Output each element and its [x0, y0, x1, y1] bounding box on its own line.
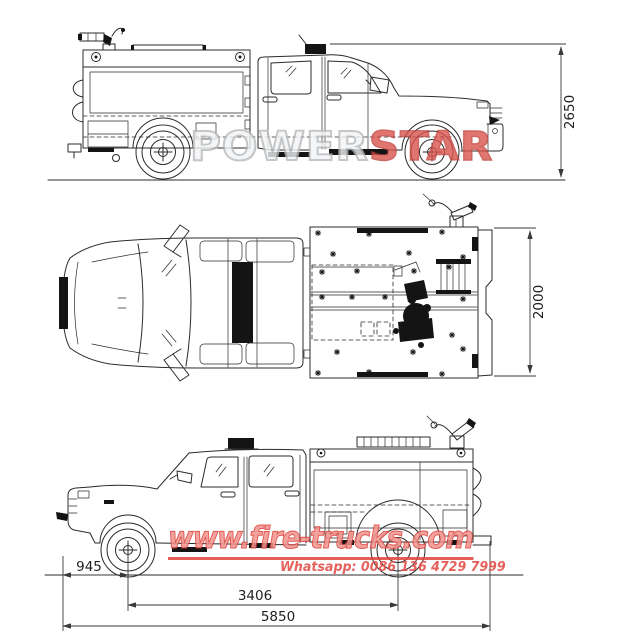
light-bar-left [228, 438, 254, 449]
svg-text:5850: 5850 [260, 609, 296, 625]
rear-door-window [271, 61, 311, 94]
cab [258, 35, 503, 157]
rear-wheel-arch-left [356, 500, 440, 542]
front-door-window-left [201, 457, 238, 487]
light-bar [305, 44, 326, 54]
svg-text:945: 945 [76, 559, 102, 575]
front-bumper [461, 124, 503, 151]
front-wheel [405, 125, 459, 179]
dimension-front-overhang [63, 553, 128, 631]
cab-plan [59, 225, 310, 381]
dimension-width [494, 228, 547, 376]
front-bumper-plan [59, 277, 68, 329]
mirror-left [177, 471, 192, 483]
watermark-brand-red: STAR [368, 123, 494, 170]
watermark-whatsapp: Whatsapp: 0086 136 4729 7999 [280, 560, 506, 575]
svg-text:2650: 2650 [562, 94, 578, 130]
dimension-wheelbase [128, 556, 398, 611]
watermark-brand-gray: POWER [190, 123, 369, 170]
cab-left [56, 438, 306, 552]
box-plan [310, 194, 492, 378]
side-view-left-facing [45, 416, 523, 631]
rear-wheel [136, 125, 190, 179]
roof-vent [357, 437, 430, 447]
side-view-right-facing [48, 28, 578, 180]
roof-rail [131, 45, 206, 50]
hose-rack [436, 259, 471, 294]
svg-text:3406: 3406 [237, 588, 273, 604]
body-side-profile [478, 230, 492, 376]
rear-steps [473, 468, 481, 516]
pump-unit [393, 262, 434, 348]
fire-monitor-left [427, 416, 476, 448]
fire-monitor [78, 28, 125, 50]
watermark-website: www.fire-trucks.com [168, 521, 473, 560]
fire-monitor-plan [423, 194, 477, 227]
top-plan-view [59, 194, 547, 381]
svg-text:2000: 2000 [531, 284, 547, 320]
dimension-height [330, 44, 578, 177]
cab-rear-window-plan [232, 262, 253, 343]
box-body [68, 50, 455, 162]
rear-door-window-left [249, 456, 293, 487]
